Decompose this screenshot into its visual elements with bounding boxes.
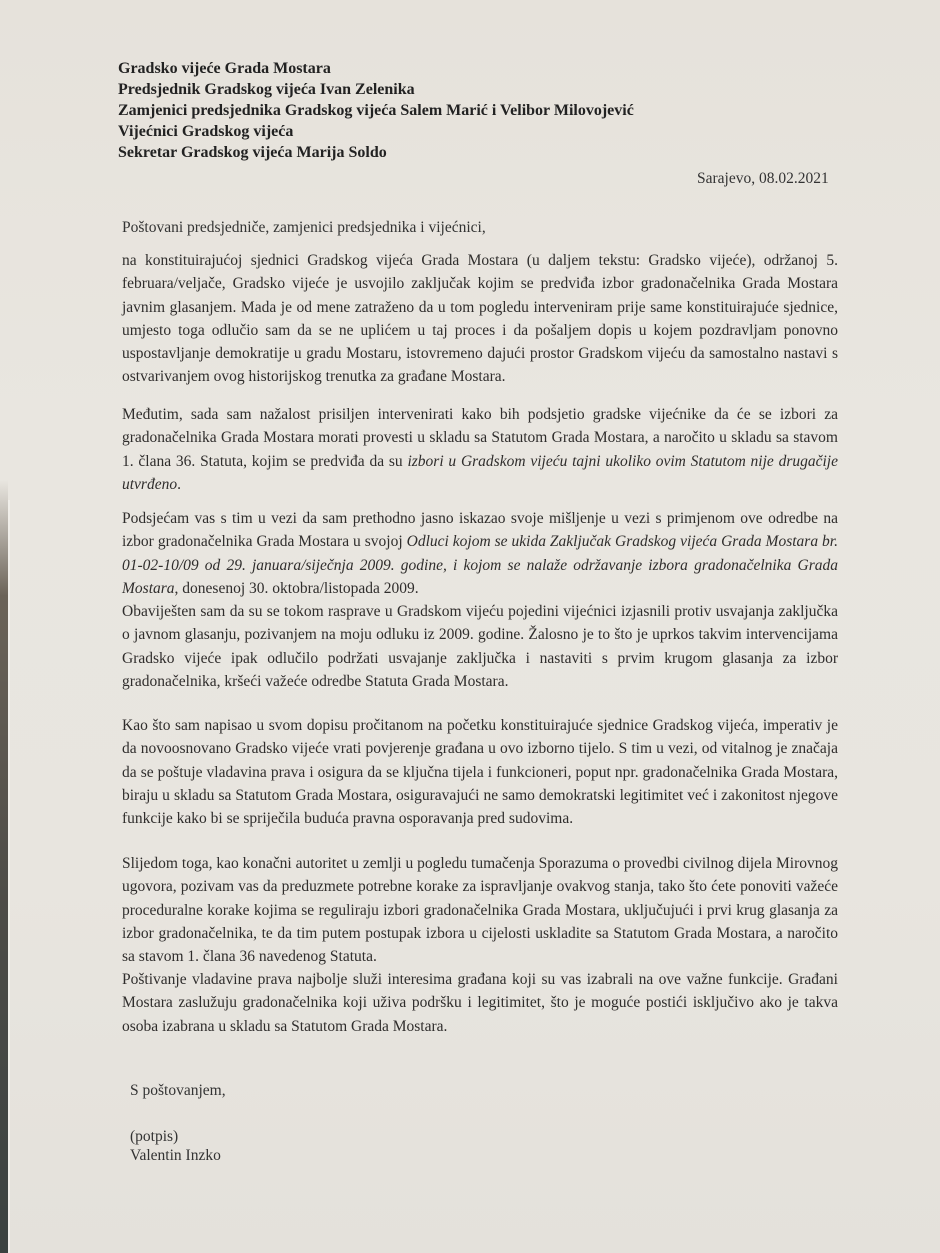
closing: S poštovanjem, (130, 1082, 226, 1099)
addressee-line: Zamjenici predsjednika Gradskog vijeća Salem Marić i Velibor Milovojević (118, 102, 634, 119)
paragraph-text (122, 507, 838, 600)
paragraph-text: Obaviješten sam da su se tokom rasprave u Gradskom vijeću pojedini vijećnici izjasnili protiv usvajanja zaključka o javnom glasanju, pozivanjem na moju odluku iz 2009. godine. Žalosno je to što je uprkos takvim intervencijama Gradsko vijeće ipak odlučilo podržati usvajanje zaključka i nastaviti s prvim krugom glasanja za izbor gradonačelnika, kršeći važeće odredbe Statuta Grada Mostara. (122, 603, 838, 690)
addressee-line: Sekretar Gradskog vijeća Marija Soldo (118, 144, 387, 161)
signature-block (130, 1127, 221, 1165)
paragraph-text (122, 403, 838, 496)
addressee-line: Predsjednik Gradskog vijeća Ivan Zelenika (118, 81, 415, 98)
paragraph-2 (122, 403, 838, 496)
paragraph-6 (122, 852, 838, 968)
addressee-block (118, 58, 634, 163)
paragraph-text: Poštivanje vladavine prava najbolje služi interesima građana koji su vas izabrali na ove važne funkcije. Građani Mostara zaslužuju gradonačelnika koji uživa podršku i legitimitet, što je moguće postići isključivo ako je takva osoba izabrana u skladu sa Statutom Grada Mostara. (122, 971, 838, 1035)
signature-note: (potpis) (130, 1128, 179, 1145)
paragraph-text: Slijedom toga, kao konačni autoritet u zemlji u pogledu tumačenja Sporazuma o provedbi civilnog dijela Mirovnog ugovora, pozivam vas da preduzmete potrebne korake za ispravljanje ovakvog stanja, tako što ćete ponoviti važeće proceduralne korake kojima se reguliraju izbori gradonačelnika Grada Mostara, uključujući i prvi krug glasanja za izbor gradonačelnika, te da tim putem postupak izbora u cijelosti uskladite sa Statutom Grada Mostara, a naročito sa stavom 1. člana 36 navedenog Statuta. (122, 855, 838, 966)
paragraph-text-part: Podsjećam vas s tim u vezi da sam prethodno jasno iskazao svoje mišljenje u vezi s primjenom ove odredbe na izbor gradonačelnika Grada Mostara u svojoj (122, 510, 838, 551)
statute-quote: izbori u Gradskom vijeću tajni ukoliko ovim Statutom nije drugačije utvrđeno (122, 452, 838, 493)
salutation: Poštovani predsjedniče, zamjenici predsjednika i vijećnici, (122, 219, 486, 236)
paragraph-4 (122, 600, 838, 693)
paper-edge-highlight (8, 500, 10, 1253)
paragraph-text-part: . (177, 475, 181, 493)
signatory-name: Valentin Inzko (130, 1147, 221, 1164)
decision-title: Odluci kojom se ukida Zaključak Gradskog vijeća Grada Mostara br. 01-02-10/09 od 29. januara/siječnja 2009. godine, i kojom se nalaže održavanje izbora gradonačelnika Grada Mostara (122, 533, 838, 597)
paragraph-text-part: Međutim, sada sam nažalost prisiljen intervenirati kako bih podsjetio gradske vijećnike da će se izbori za gradonačelnika Grada Mostara morati provesti u skladu sa Statutom Grada Mostara, a naročito u skladu sa stavom 1. člana 36. Statuta, kojim se predviđa da su (122, 406, 838, 470)
addressee-line: Vijećnici Gradskog vijeća (118, 123, 294, 140)
paragraph-5 (122, 714, 838, 830)
paragraph-1 (122, 249, 838, 389)
paragraph-text-part: , donesenoj 30. oktobra/listopada 2009. (174, 579, 419, 597)
paragraph-3 (122, 507, 838, 600)
place-date: Sarajevo, 08.02.2021 (697, 170, 829, 187)
paper-shadow-edge (0, 480, 8, 1253)
paragraph-7 (122, 968, 838, 1038)
addressee-line: Gradsko vijeće Grada Mostara (118, 60, 331, 77)
paragraph-text: Kao što sam napisao u svom dopisu pročitanom na početku konstituirajuće sjednice Gradskog vijeća, imperativ je da novoosnovano Gradsko vijeće vrati povjerenje građana u ovo izborno tijelo. S tim u vezi, od vitalnog je značaja da se poštuje vladavina prava i osigura da se ključna tijela i funkcioneri, poput npr. gradonačelnika Grada Mostara, biraju u skladu sa Statutom Grada Mostara, osiguravajući ne samo demokratski legitimitet već i zakonitost njegove funkcije kako bi se spriječila buduća pravna osporavanja pred sudovima. (122, 717, 838, 828)
paragraph-text: na konstituirajućoj sjednici Gradskog vijeća Grada Mostara (u daljem tekstu: Gradsko vijeće), održanoj 5. februara/veljače, Gradsko vijeće je usvojilo zaključak kojim se predviđa izbor gradonačelnika Grada Mostara javnim glasanjem. Mada je od mene zatraženo da u tom pogledu interveniram prije same konstituirajuće sjednice, umjesto toga odlučio sam da se ne uplićem u taj proces i da pošaljem dopis u kojem pozdravljam ponovno uspostavljanje demokratije u gradu Mostaru, istovremeno dajući prostor Gradskom vijeću da samostalno nastavi s ostvarivanjem ovog historijskog trenutka za građane Mostara. (122, 252, 838, 386)
